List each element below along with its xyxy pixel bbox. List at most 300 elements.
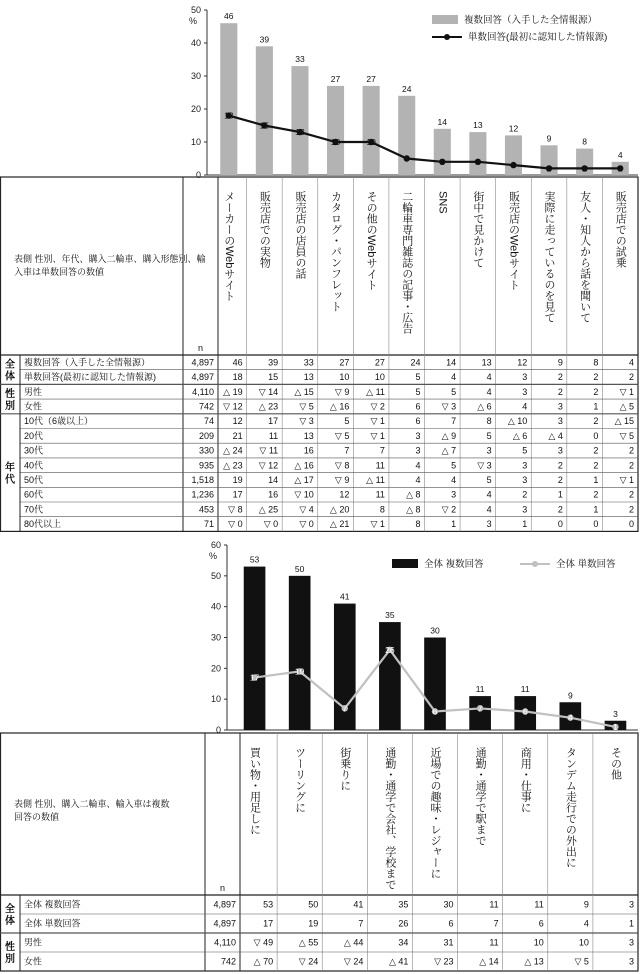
table-cell: △ 13 [524, 956, 544, 967]
bar [289, 576, 311, 730]
table-row-label: 男性 [24, 386, 43, 397]
table-cell: 5 [451, 460, 457, 471]
table-cell: 10 [339, 372, 350, 383]
table-cell: 10 [578, 937, 589, 948]
category-header: 販売店での試乗 [614, 191, 627, 268]
table-cell: △ 15 [614, 416, 634, 427]
y-tick-label: 30 [190, 71, 201, 81]
table-cell: 3 [451, 489, 457, 500]
table-cell: 3 [557, 445, 563, 456]
table-cell: 11 [375, 460, 385, 471]
line-value-label: 4 [439, 156, 445, 167]
table-cell: △ 23 [258, 401, 279, 412]
usage-purpose-chart [0, 540, 640, 974]
table-cell: 1 [593, 401, 599, 412]
legend-bar-label: 全体 複数回答 [424, 559, 484, 570]
table-cell: 2 [557, 372, 563, 383]
table-cell: 16 [303, 445, 314, 456]
table-cell: 19 [232, 474, 243, 485]
table-row-label: 10代（6歳以上） [24, 416, 94, 427]
table-cell: ▽ 2 [370, 401, 385, 412]
table-cell-n: 4,110 [192, 386, 214, 397]
table-cell-n: 4,110 [214, 937, 236, 948]
bar-value-label: 14 [437, 116, 448, 127]
y-tick-label: 50 [210, 570, 221, 581]
table-border [1, 733, 639, 971]
table-cell: △ 8 [406, 489, 421, 500]
category-header: 友人・知人から話を聞いて [578, 191, 591, 323]
table-cell: ▽ 1 [370, 430, 385, 441]
table-cell: △ 16 [329, 401, 350, 412]
table-cell: 12 [517, 357, 528, 368]
table-cell: △ 8 [406, 504, 421, 515]
table-cell: 39 [268, 357, 279, 368]
table-cell: 5 [344, 416, 350, 427]
line-value-label: 7 [342, 703, 348, 714]
table-row-label: 20代 [24, 430, 44, 441]
table-cell: ▽ 2 [441, 504, 457, 515]
n-column-header: n [220, 883, 226, 893]
table-cell: △ 41 [389, 956, 409, 967]
table-cell: 2 [557, 386, 563, 397]
table-cell: ▽ 12 [223, 401, 243, 412]
table-cell: ▽ 5 [574, 956, 589, 967]
table-cell: 3 [557, 416, 563, 427]
y-tick-label: 20 [210, 663, 221, 674]
table-cell: △ 44 [343, 937, 364, 948]
table-cell: 3 [628, 899, 634, 910]
line-value-label: 15 [259, 120, 270, 131]
table-row-label: 50代 [24, 474, 44, 485]
bar-value-label: 39 [259, 34, 270, 45]
table-cell-n: 209 [198, 430, 214, 441]
table-cell: ▽ 24 [343, 956, 364, 967]
table-cell: 2 [593, 445, 599, 456]
category-header: メーカーのWebサイト [222, 191, 235, 302]
table-cell: △ 24 [223, 445, 243, 456]
table-cell: 50 [308, 899, 319, 910]
line-value-label: 19 [294, 666, 305, 677]
category-header: 街中で見かけて [471, 191, 484, 268]
table-row-label: 80代以上 [24, 519, 62, 530]
table-cell-n: 453 [198, 504, 214, 515]
table-cell: ▽ 11 [259, 445, 279, 456]
table-cell: 17 [268, 416, 279, 427]
category-header: 商用・仕事に [519, 747, 532, 813]
table-cell: 13 [481, 357, 492, 368]
table-cell: 27 [374, 357, 385, 368]
table-cell: 5 [486, 430, 492, 441]
table-group-label: 別 [5, 401, 15, 413]
table-cell: 3 [415, 430, 421, 441]
bar-value-label: 30 [430, 625, 440, 636]
table-cell: 4 [415, 460, 421, 471]
line-series [229, 116, 620, 169]
table-row-label: 複数回答（入手した全情報源） [24, 357, 151, 368]
category-header: 買い物・用足しに [248, 747, 261, 835]
table-cell: 2 [557, 504, 563, 515]
table-cell: 12 [232, 416, 243, 427]
bar [379, 622, 401, 730]
table-cell: △ 23 [223, 460, 243, 471]
table-cell: 11 [268, 430, 279, 441]
line-value-label: 5 [404, 153, 410, 164]
line-value-label: 10 [366, 137, 376, 147]
y-axis-unit: % [189, 16, 198, 26]
table-cell: ▽ 0 [299, 519, 314, 530]
table-cell: 4 [486, 372, 492, 383]
table-cell: 12 [339, 489, 350, 500]
table-cell: 8 [415, 519, 421, 530]
table-cell: 30 [443, 899, 454, 910]
bar-value-label: 27 [366, 73, 376, 84]
table-cell: △ 19 [223, 386, 243, 397]
table-cell: 1 [593, 504, 599, 515]
category-header: カタログ・パンフレット [329, 191, 342, 312]
table-cell: 4 [583, 918, 589, 929]
bar [434, 129, 451, 175]
table-cell: △ 25 [258, 504, 279, 515]
line-value-label: 4 [567, 712, 573, 723]
bar [291, 66, 308, 175]
table-row-label: 全体 複数回答 [24, 899, 81, 910]
table-cell: 2 [522, 489, 528, 500]
table-cell: ▽ 3 [477, 460, 492, 471]
table-cell: 53 [263, 899, 274, 910]
table-cell: 1 [557, 489, 563, 500]
table-cell: 7 [451, 416, 457, 427]
category-header: 販売店での実物 [258, 191, 271, 268]
table-cell: 3 [522, 504, 528, 515]
line-value-label: 2 [546, 163, 552, 174]
table-cell: ▽ 3 [299, 416, 314, 427]
category-header: 街乗りに [338, 747, 351, 791]
bar [256, 46, 273, 175]
table-cell: △ 4 [548, 430, 563, 441]
table-cell: 2 [628, 445, 634, 456]
category-header: タンデム走行での外出に [564, 747, 577, 868]
line-value-label: 1 [613, 721, 618, 732]
y-tick-label: 0 [195, 170, 201, 180]
table-cell: 0 [557, 519, 563, 530]
category-header: 通勤・通学で会社、学校まで [383, 747, 396, 890]
table-cell: 6 [538, 918, 544, 929]
table-title: 表側 性別、購入二輪車、輸入車は複数 [14, 799, 170, 809]
line-value-label: 26 [385, 644, 395, 655]
table-cell-n: 4,897 [191, 372, 214, 383]
table-cell: 8 [486, 416, 492, 427]
table-cell: 2 [628, 504, 634, 515]
table-cell: 4 [486, 504, 492, 515]
table-cell: 4 [486, 386, 492, 397]
table-cell: 3 [522, 386, 528, 397]
category-header: 近場での趣味・レジャーに [429, 747, 441, 879]
table-cell-n: 4,897 [191, 357, 214, 368]
bar [469, 132, 486, 175]
y-axis-unit: % [209, 551, 218, 561]
table-cell: △ 11 [366, 474, 385, 485]
bar-value-label: 3 [613, 708, 618, 719]
table-cell: △ 70 [253, 956, 274, 967]
table-cell: 7 [344, 445, 350, 456]
table-cell: 14 [446, 357, 457, 368]
table-cell: 4 [451, 372, 457, 383]
table-cell: △ 6 [477, 401, 492, 412]
table-cell: ▽ 8 [334, 460, 350, 471]
table-row-label: 70代 [24, 504, 44, 515]
bar-value-label: 50 [294, 563, 305, 574]
table-cell-n: 4,897 [213, 899, 236, 910]
table-cell: 1 [628, 918, 634, 929]
category-header: 実際に走っているのを見て [543, 191, 556, 323]
category-header: その他 [609, 747, 622, 780]
table-cell: 2 [593, 460, 599, 471]
table-cell: 4 [486, 489, 492, 500]
table-cell: 33 [303, 357, 314, 368]
y-tick-label: 10 [190, 137, 201, 147]
legend-line-label: 全体 単数回答 [556, 559, 616, 570]
table-cell: 1 [451, 519, 457, 530]
bar-value-label: 4 [617, 149, 623, 160]
line-value-label: 18 [224, 110, 234, 121]
table-cell: 46 [232, 357, 243, 368]
table-group-label: 体 [5, 371, 15, 383]
table-cell: ▽ 12 [258, 460, 279, 471]
table-row-label: 単数回答(最初に認知した情報源) [24, 372, 156, 383]
bar-value-label: 46 [224, 11, 234, 22]
table-cell: △ 15 [294, 386, 314, 397]
category-header: SNS [436, 191, 449, 214]
table-cell: ▽ 0 [263, 519, 279, 530]
chart-panel-usage-purposes [0, 540, 640, 974]
table-cell: ▽ 0 [228, 519, 243, 530]
table-title: 回答の数値 [14, 812, 60, 822]
bar-value-label: 11 [475, 684, 485, 695]
table-cell: 7 [358, 918, 364, 929]
table-cell: 4 [451, 474, 457, 485]
table-cell: 3 [522, 474, 528, 485]
table-group-label: 全 [5, 359, 15, 371]
table-cell-n: 74 [203, 416, 214, 427]
table-group-label: 年 [5, 462, 15, 474]
y-tick-label: 40 [190, 38, 201, 48]
table-cell: △ 9 [441, 430, 457, 441]
table-row-label: 男性 [24, 937, 43, 948]
bar-value-label: 11 [520, 684, 530, 695]
table-cell: 10 [374, 372, 385, 383]
table-cell: 15 [268, 372, 279, 383]
table-cell: 9 [583, 899, 589, 910]
table-cell-n: 71 [203, 519, 214, 530]
table-cell: 3 [522, 460, 528, 471]
table-cell: 18 [232, 372, 243, 383]
bar-value-label: 12 [508, 123, 519, 134]
table-cell: 3 [628, 937, 634, 948]
table-cell: 2 [593, 416, 599, 427]
y-tick-label: 30 [210, 632, 221, 643]
table-cell: 34 [398, 937, 409, 948]
table-cell: △ 21 [329, 519, 350, 530]
legend-bar-swatch [432, 15, 458, 24]
y-tick-label: 0 [215, 725, 221, 735]
table-cell: △ 11 [366, 386, 385, 397]
table-cell: △ 5 [619, 401, 634, 412]
table-group-label: 代 [5, 474, 15, 486]
bar-value-label: 41 [340, 591, 350, 602]
table-cell: 2 [557, 474, 563, 485]
table-cell: 8 [379, 504, 385, 515]
bar-value-label: 9 [567, 690, 573, 701]
bar-value-label: 13 [473, 120, 483, 131]
table-cell: 41 [353, 899, 364, 910]
table-cell: 1 [593, 474, 599, 485]
table-cell: 2 [628, 460, 634, 471]
table-cell: 2 [593, 386, 599, 397]
table-cell: 7 [379, 445, 385, 456]
table-cell: 0 [593, 430, 599, 441]
table-cell: 17 [263, 918, 274, 929]
table-cell: △ 16 [294, 460, 314, 471]
bar-value-label: 24 [401, 83, 412, 94]
table-cell: 4 [628, 357, 634, 368]
table-cell: 27 [339, 357, 350, 368]
table-cell: 0 [628, 519, 634, 530]
legend-line-label: 単数回答(最初に認知した情報源) [468, 32, 608, 43]
table-cell: ▽ 5 [334, 430, 350, 441]
table-cell: ▽ 1 [619, 474, 634, 485]
table-cell: 0 [593, 519, 599, 530]
y-tick-label: 60 [210, 540, 221, 550]
line-value-label: 2 [617, 163, 623, 174]
table-cell: 6 [448, 918, 454, 929]
bar [363, 86, 380, 175]
table-title: 表側 性別、年代、購入二輪車、購入形態別、輸 [14, 254, 206, 264]
table-row-label: 60代 [24, 489, 44, 500]
table-cell: ▽ 3 [441, 401, 457, 412]
table-cell: △ 14 [479, 956, 499, 967]
table-cell: 2 [628, 372, 634, 383]
bar [327, 86, 344, 175]
table-row-label: 女性 [24, 956, 43, 967]
table-cell: 1 [522, 519, 528, 530]
table-cell: 19 [308, 918, 319, 929]
n-column-header: n [198, 343, 204, 353]
category-header: 通勤・通学で駅まで [474, 747, 487, 846]
table-cell: 5 [486, 474, 492, 485]
table-cell: 31 [443, 937, 454, 948]
table-cell: 2 [593, 489, 599, 500]
bar-value-label: 9 [546, 133, 552, 144]
line-value-label: 6 [432, 706, 438, 717]
table-cell: △ 6 [512, 430, 528, 441]
table-cell: ▽ 5 [299, 401, 314, 412]
table-cell: △ 10 [507, 416, 528, 427]
legend-bar-label: 複数回答（入手した全情報源） [464, 15, 598, 26]
table-cell: 14 [268, 474, 279, 485]
table-cell: 35 [398, 899, 409, 910]
table-group-label: 全 [5, 904, 15, 915]
table-cell: 3 [628, 956, 634, 967]
table-group-label: 性 [5, 942, 15, 953]
table-cell: 13 [303, 372, 314, 383]
line-value-label: 6 [522, 706, 528, 717]
y-tick-label: 50 [190, 5, 201, 15]
table-cell: ▽ 1 [370, 416, 385, 427]
bar-value-label: 53 [249, 554, 260, 565]
table-row-label: 全体 単数回答 [24, 918, 81, 929]
line-value-label: 17 [249, 672, 260, 683]
table-cell: ▽ 8 [228, 504, 243, 515]
table-cell-n: 4,897 [213, 918, 236, 929]
table-cell-n: 330 [198, 445, 214, 456]
table-cell: 8 [593, 357, 599, 368]
table-title: 入車は単数回答の数値 [14, 267, 105, 277]
line-value-label: 3 [511, 160, 516, 171]
table-cell: 10 [533, 937, 544, 948]
table-cell: ▽ 5 [619, 430, 634, 441]
table-cell-n: 935 [198, 460, 214, 471]
table-cell: △ 7 [441, 445, 457, 456]
legend-bar-swatch [392, 559, 418, 568]
table-row-label: 女性 [24, 401, 43, 412]
category-header: 二輪車専門雑誌の記事・広告 [400, 191, 413, 334]
table-cell: 2 [557, 460, 563, 471]
table-cell: 3 [486, 519, 492, 530]
table-cell: ▽ 23 [434, 956, 454, 967]
table-cell: 2 [593, 372, 599, 383]
y-tick-label: 40 [210, 601, 221, 612]
bar [244, 567, 266, 730]
table-cell: ▽ 1 [370, 519, 385, 530]
table-cell: △ 20 [329, 504, 350, 515]
table-cell: ▽ 9 [334, 474, 350, 485]
line-value-label: 2 [582, 163, 587, 174]
table-cell: ▽ 9 [334, 386, 350, 397]
table-cell: △ 17 [294, 474, 314, 485]
table-cell: 11 [534, 899, 544, 910]
y-tick-label: 10 [210, 694, 221, 705]
bar-value-label: 8 [582, 136, 587, 147]
table-cell: 21 [232, 430, 243, 441]
table-cell: 5 [451, 386, 457, 397]
table-cell: 4 [522, 401, 528, 412]
table-row-label: 30代 [24, 445, 44, 456]
bar-value-label: 27 [330, 73, 341, 84]
table-cell: 3 [415, 445, 421, 456]
table-cell: 2 [628, 489, 634, 500]
bar [220, 23, 237, 175]
table-cell-n: 1,518 [191, 474, 214, 485]
y-tick-label: 20 [190, 104, 201, 114]
table-cell: 26 [398, 918, 409, 929]
line-value-label: 4 [475, 156, 481, 167]
table-cell: 6 [415, 401, 421, 412]
category-header: 販売店のWebサイト [507, 191, 520, 291]
table-cell: 3 [486, 445, 492, 456]
table-cell: 7 [493, 918, 499, 929]
table-cell: 13 [303, 430, 314, 441]
table-cell: 3 [557, 401, 563, 412]
table-cell: 3 [522, 372, 528, 383]
table-cell: 16 [268, 489, 279, 500]
table-cell: ▽ 10 [294, 489, 314, 500]
table-cell: ▽ 1 [619, 386, 634, 397]
table-cell: 11 [489, 937, 499, 948]
bar-value-label: 33 [295, 54, 305, 65]
category-header: ツーリングに [293, 747, 306, 813]
line-value-label: 10 [330, 137, 341, 147]
table-cell: 6 [415, 416, 421, 427]
